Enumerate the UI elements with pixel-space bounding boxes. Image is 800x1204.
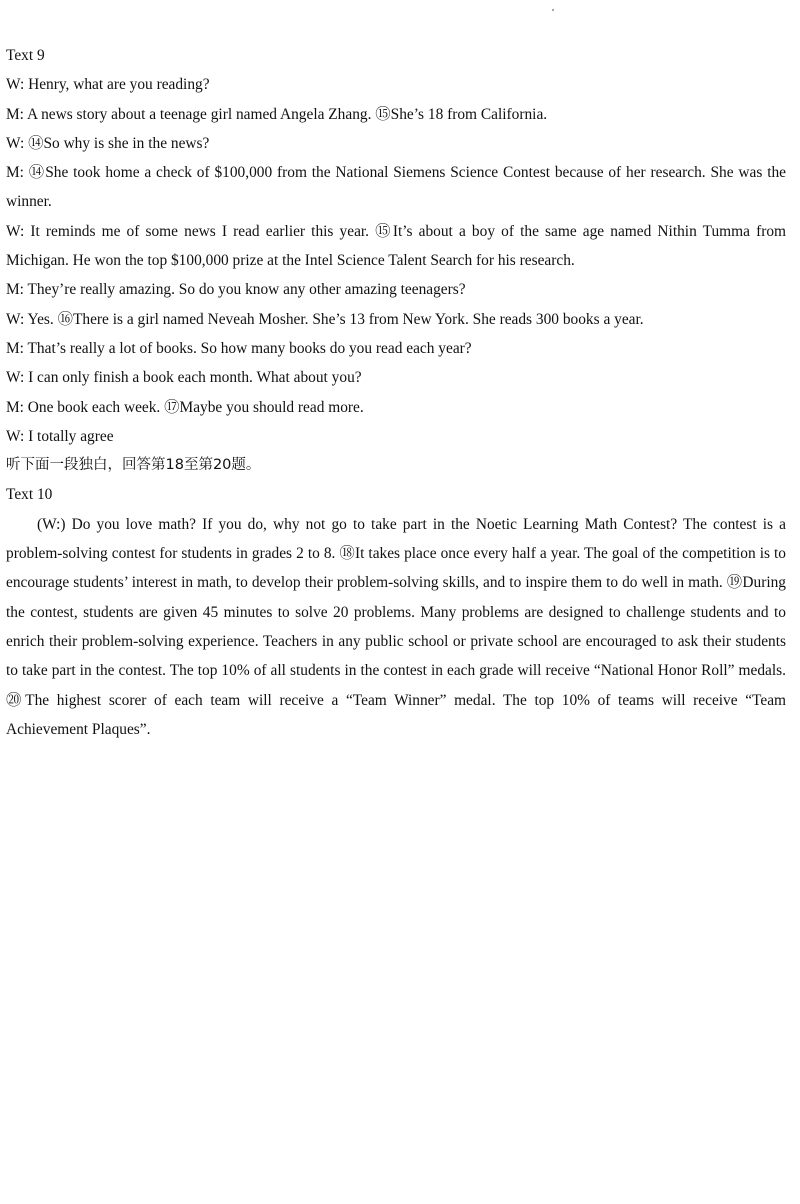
text10-title: Text 10 [6, 486, 53, 504]
dialogue-line: M: They’re really amazing. So do you know any other amazing teenagers? [6, 281, 466, 299]
dialogue-line: W: Yes. ⑯There is a girl named Neveah Mosher. She’s 13 from New York. She reads 300 books a year. [6, 310, 644, 328]
dialogue-line: W: I can only finish a book each month. What about you? [6, 369, 362, 387]
text9-title: Text 9 [6, 47, 45, 64]
instruction-text: 听下面一段独白，回答第18至第20题。 [6, 457, 261, 474]
dialogue-line: W: I totally agree [6, 427, 114, 445]
dialogue-line: W: ⑭So why is she in the news? [6, 134, 210, 152]
document-page [6, 41, 786, 744]
dialogue-line: M: ⑭She took home a check of $100,000 from the National Siemens Science Contest because of her research. She was the winner. [6, 164, 786, 211]
dialogue-line: M: That’s really a lot of books. So how many books do you read each year? [6, 339, 472, 357]
monologue-paragraph: (W:) Do you love math? If you do, why not go to take part in the Noetic Learning Math Contest? The contest is a problem-solving contest for students in grades 2 to 8. ⑱It takes place once every half a year. The goal of the competition is to encourage students’ interest in math, to develop their problem-solving skills, and to inspire them to do well in math. ⑲During the contest, students are given 45 minutes to solve 20 problems. Many problems are designed to challenge students and to enrich their problem-solving experience. Teachers in any public school or private school are encouraged to ask their students to take part in the contest. The top 10% of all students in the contest in each grade will receive “National Honor Roll” medals. ⑳The highest scorer of each team will receive a “Team Winner” medal. The top 10% of teams will receive “Team Achievement Plaques”. [6, 515, 786, 738]
dialogue-line: W: It reminds me of some news I read earlier this year. ⑮It’s about a boy of the same age named Nithin Tumma from Michigan. He won the top $100,000 prize at the Intel Science Talent Search for his research. [6, 222, 786, 270]
dialogue-line: W: Henry, what are you reading? [6, 76, 210, 94]
scan-mark [552, 9, 554, 11]
dialogue-line: M: A news story about a teenage girl named Angela Zhang. ⑮She’s 18 from California. [6, 105, 548, 123]
dialogue-line: M: One book each week. ⑰Maybe you should read more. [6, 398, 364, 416]
